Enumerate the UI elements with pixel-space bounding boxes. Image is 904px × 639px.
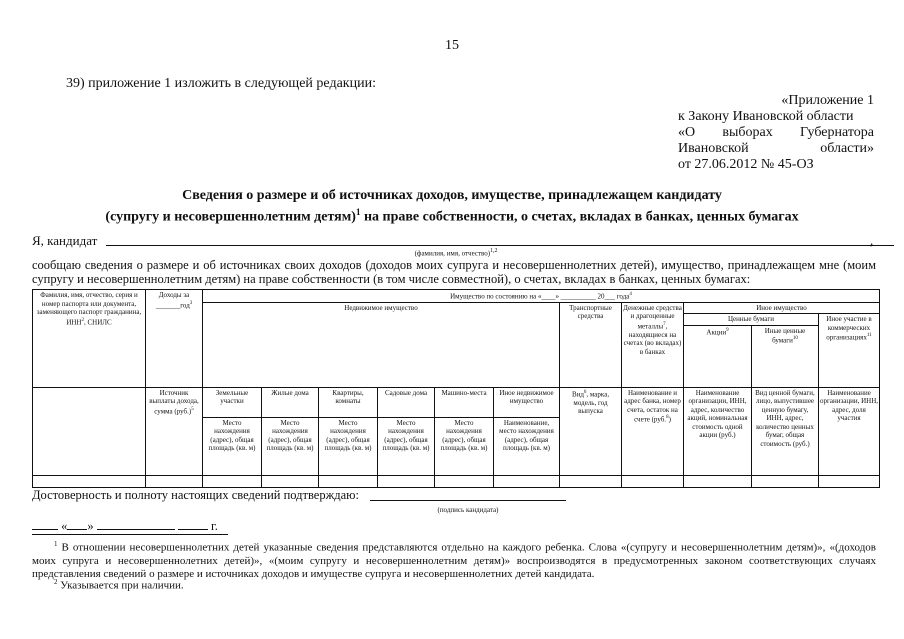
income-header: Доходы за _______год$^3$: [146, 290, 203, 388]
footnote-2: [54, 578, 184, 592]
cell-text: , марка, модель, год выпуска: [573, 390, 610, 416]
property-date-header: [203, 290, 880, 303]
cell-text: Иное участие в коммерческих организациях: [826, 315, 872, 342]
shares-header: [684, 325, 752, 387]
land-location: Место нахождения (адрес), общая площадь (кв. м): [203, 417, 262, 475]
cell-text: , СНИЛС: [83, 317, 112, 326]
income-source-header: [146, 387, 203, 475]
amendment-item: 39) приложение 1 изложить в следующей редакции:: [66, 76, 376, 91]
confirmation-text: Достоверность и полноту настоящих сведений подтверждаю:: [32, 488, 359, 502]
day-field[interactable]: [67, 518, 87, 530]
appendix-line-2: к Закону Ивановской области: [678, 109, 854, 124]
footnote-ref: 10: [792, 336, 798, 342]
footnote-ref: 9: [726, 327, 729, 333]
securities-header: Ценные бумаги: [684, 314, 819, 326]
year-field[interactable]: [178, 518, 208, 530]
other-securities-header: [752, 325, 819, 387]
securities-detail-header: Вид ценной бумаги, лицо, выпустившее ценную бумагу, ИНН, адрес, количество ценных бумаг, общая стоимость (руб.): [752, 387, 819, 475]
transport-detail-header: [560, 387, 622, 475]
data-cell[interactable]: [752, 475, 819, 487]
candidate-name-field[interactable]: [106, 245, 894, 246]
cell-text: Наименование и адрес банка, номер счета, остаток на счете (руб.: [624, 388, 681, 424]
fio-header: [33, 290, 146, 388]
houses-location: Место нахождения (адрес), общая площадь (кв. м): [262, 417, 319, 475]
month-field[interactable]: [97, 518, 175, 530]
footnote-ref: 7: [663, 321, 666, 327]
cell-text: Источник выплаты дохода, сумма (руб.): [149, 388, 199, 416]
footnote-divider: [32, 534, 228, 535]
page-number: 15: [445, 38, 459, 53]
income-property-table: [32, 289, 880, 488]
apartments-header: Квартиры, комнаты: [319, 387, 378, 417]
title-line-1: Сведения о размере и об источниках доходов, имуществе, принадлежащем кандидату: [182, 188, 722, 203]
cell-text: Иные ценные бумаги: [764, 326, 806, 345]
land-header: Земельные участки: [203, 387, 262, 417]
footnote-ref: 6: [583, 389, 587, 395]
data-cell[interactable]: [33, 475, 146, 487]
other-real-estate-header: Иное недвижимое имущество: [494, 387, 560, 417]
signature-field[interactable]: [370, 500, 566, 501]
appendix-line-1: «Приложение 1: [781, 93, 874, 108]
statement-paragraph: сообщаю сведения о размере и об источниках своих доходов (доходов моих супруга и несовершеннолетних детей), имущество, принадлежащем мне (моим супругу и несовершеннолетним детям) на праве собственности (в том числе совместной), о счетах, вкладах в банках, ценных бумагах:: [32, 258, 876, 286]
appendix-reference: [678, 93, 874, 173]
shares-detail-header: Наименование организации, ИНН, адрес, количество акций, номинальная стоимость одной акции (руб.): [684, 387, 752, 475]
footnote-number: 2: [54, 578, 58, 586]
cell-text: , находящиеся на счетах (во вкладах) в банках: [623, 322, 682, 356]
quote-close: »: [87, 519, 94, 533]
data-cell[interactable]: [622, 475, 684, 487]
footnote-ref: 2: [81, 317, 84, 323]
data-cell[interactable]: [560, 475, 622, 487]
data-cell[interactable]: [146, 475, 203, 487]
footnote-ref: 11: [866, 333, 872, 339]
parking-location: Место нахождения (адрес), общая площадь (кв. м): [435, 417, 494, 475]
title-line-2: [0, 204, 904, 226]
data-cell[interactable]: [378, 475, 435, 487]
footnote-1: [32, 538, 876, 581]
data-cell[interactable]: [684, 475, 752, 487]
other-re-location: Наименование, место нахождения (адрес), общая площадь (кв. м): [494, 417, 560, 475]
cell-text: ): [668, 415, 671, 424]
footnote-ref: 8: [666, 415, 669, 421]
candidate-label: Я, кандидат: [32, 233, 98, 248]
comma: ,: [870, 233, 874, 248]
footnote-number: 1: [54, 540, 58, 548]
cell-text: год: [180, 300, 190, 309]
document-title: [0, 187, 904, 226]
money-header: [622, 302, 684, 387]
garden-header: Садовые дома: [378, 387, 435, 417]
data-cell[interactable]: [435, 475, 494, 487]
data-cell[interactable]: [203, 475, 262, 487]
data-cell[interactable]: [319, 475, 378, 487]
fio-detail-cell: [33, 387, 146, 475]
footnote-text: В отношении несовершеннолетних детей указанные сведения представляются отдельно на каждого ребенка. Слова «(супругу и несовершеннолетним детям)», «(доходов моих супруга и несовершеннолетних детей)», «(моим супругу и несовершеннолетним детям)» воспроизводятся в предусмотренных законом соответствующих случаях представления сведений о размере и источниках доходов и имуществе супруга и несовершеннолетних детей кандидата.: [32, 541, 876, 580]
date-row: [32, 518, 218, 534]
real-estate-header: Недвижимое имущество: [203, 302, 560, 387]
bank-detail-header: [622, 387, 684, 475]
cell-text: Имущество по состоянию на «____» __________ 20___ года: [450, 292, 630, 301]
data-cell[interactable]: [819, 475, 880, 487]
title-part: (супругу и несовершеннолетним детям): [105, 209, 356, 225]
garden-location: Место нахождения (адрес), общая площадь (кв. м): [378, 417, 435, 475]
data-cell[interactable]: [494, 475, 560, 487]
title-part: на праве собственности, о счетах, вкладах в банках, ценных бумагах: [360, 209, 799, 225]
footnote-ref: 4: [629, 292, 632, 297]
cell-text: Денежные средства и драгоценные металлы: [623, 303, 682, 331]
hint-text: (фамилия, имя, отчество): [414, 249, 491, 258]
footnote-ref: 1,2: [490, 248, 498, 254]
footnote-ref: 1: [355, 207, 361, 217]
cell-text: Фамилия, имя, отчество, серия и номер паспорта или документа, заменяющего паспорт гражданина, ИНН: [36, 291, 142, 326]
appendix-line-5: от 27.06.2012 № 45-ОЗ: [678, 157, 814, 172]
parking-header: Машино-места: [435, 387, 494, 417]
footnote-text: Указывается при наличии.: [57, 579, 184, 592]
appendix-line-4: Ивановской области»: [678, 141, 874, 156]
apartments-location: Место нахождения (адрес), общая площадь (кв. м): [319, 417, 378, 475]
transport-header: Транспортные средства: [560, 302, 622, 387]
cell-text: Акции: [706, 328, 727, 337]
data-cell[interactable]: [262, 475, 319, 487]
footnote-ref: 3: [189, 300, 193, 306]
quote-open: «: [61, 519, 68, 533]
appendix-line-3: «О выборах Губернатора: [678, 125, 874, 140]
other-property-header: Иное имущество: [684, 302, 880, 314]
cell-text: Доходы за: [158, 291, 190, 299]
houses-header: Жилые дома: [262, 387, 319, 417]
cell-text: Вид: [571, 390, 584, 399]
footnote-ref: 5: [191, 406, 194, 412]
signature-hint: (подпись кандидата): [437, 506, 499, 514]
other-participation-header: [819, 314, 880, 388]
date-indent-line: [32, 518, 58, 530]
candidate-name-hint: [32, 248, 880, 257]
year-suffix: г.: [211, 519, 218, 533]
participation-detail-header: Наименование организации, ИНН, адрес, доля участия: [819, 387, 880, 475]
